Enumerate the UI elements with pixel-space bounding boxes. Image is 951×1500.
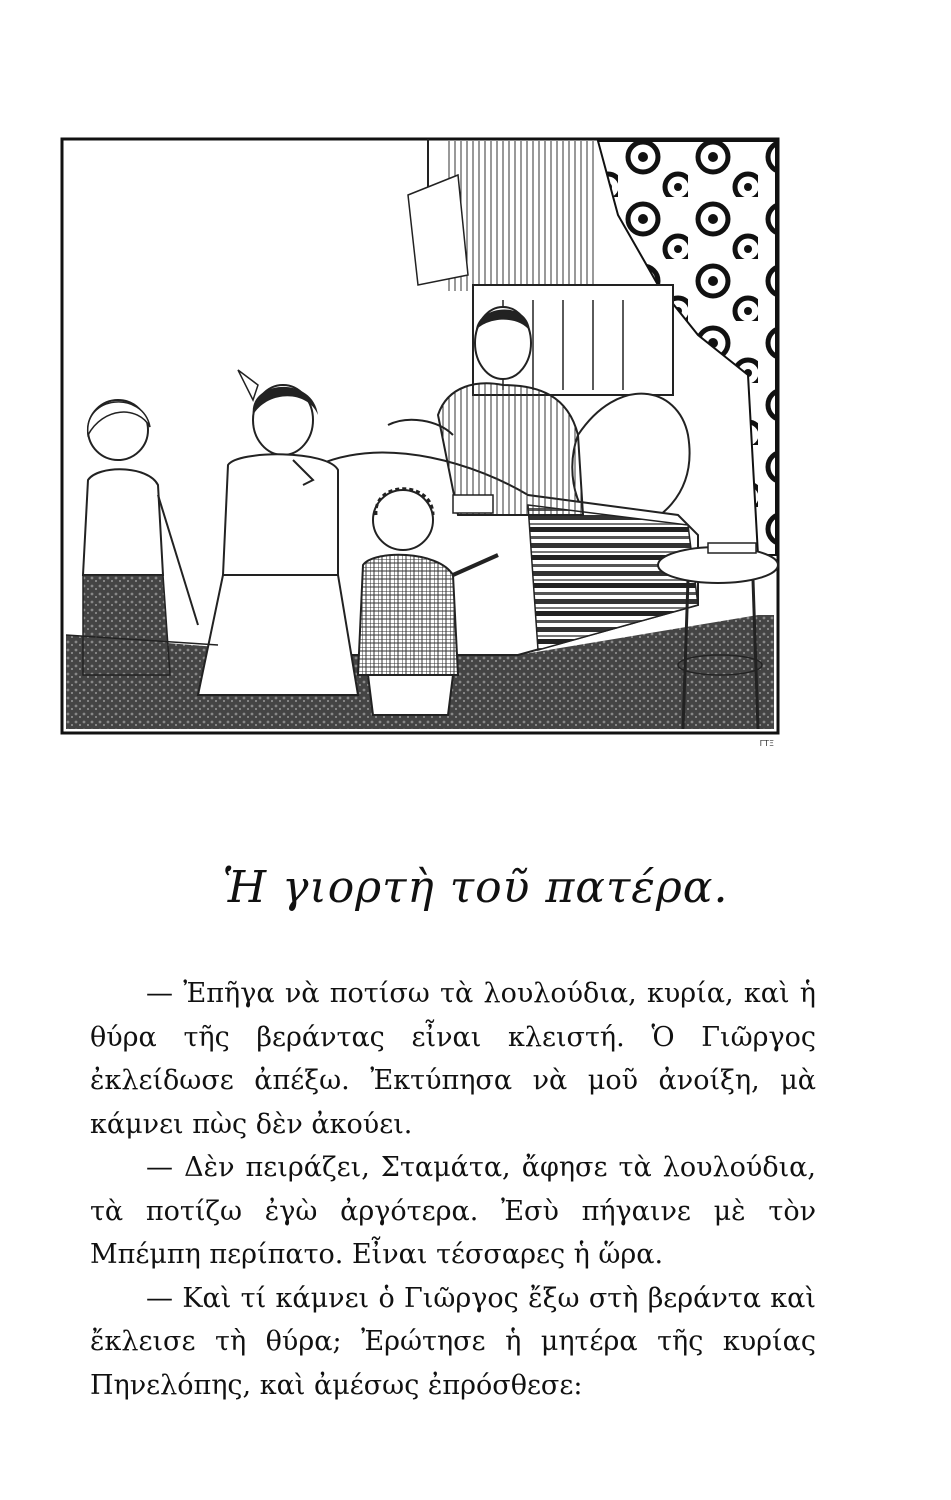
illustration bbox=[58, 135, 782, 748]
bedroom-scene-drawing bbox=[58, 135, 782, 737]
paragraph: — Ἐπῆγα νὰ ποτίσω τὰ λουλούδια, κυρία, καὶ ἡ θύρα τῆς βεράντας εἶναι κλειστή. Ὁ Γιῶργος ἐκλείδωσε ἀπέξω. Ἐκτύπησα νὰ μοῦ ἀνοίξη, μὰ κάμνει πὼς δὲν ἀκούει. bbox=[90, 978, 816, 1140]
chapter-title: Ἡ γιορτὴ τοῦ πατέρα. bbox=[222, 862, 729, 913]
artist-signature: ΓΤΞ bbox=[759, 739, 774, 748]
paragraph: — Δὲν πειράζει, Σταμάτα, ἄφησε τὰ λουλούδια, τὰ ποτίζω ἐγὼ ἀργότερα. Ἐσὺ πήγαινε μὲ τὸν Μπέμπη περίπατο. Εἶναι τέσσαρες ἡ ὥρα. bbox=[90, 1152, 816, 1270]
paragraph: — Καὶ τί κάμνει ὁ Γιῶργος ἔξω στὴ βεράντα καὶ ἔκλεισε τὴ θύρα; Ἐρώτησε ἡ μητέρα τῆς κυρίας Πηνελόπης, καὶ ἀμέσως ἐπρόσθεσε: bbox=[90, 1282, 816, 1401]
body-text bbox=[90, 972, 816, 1407]
